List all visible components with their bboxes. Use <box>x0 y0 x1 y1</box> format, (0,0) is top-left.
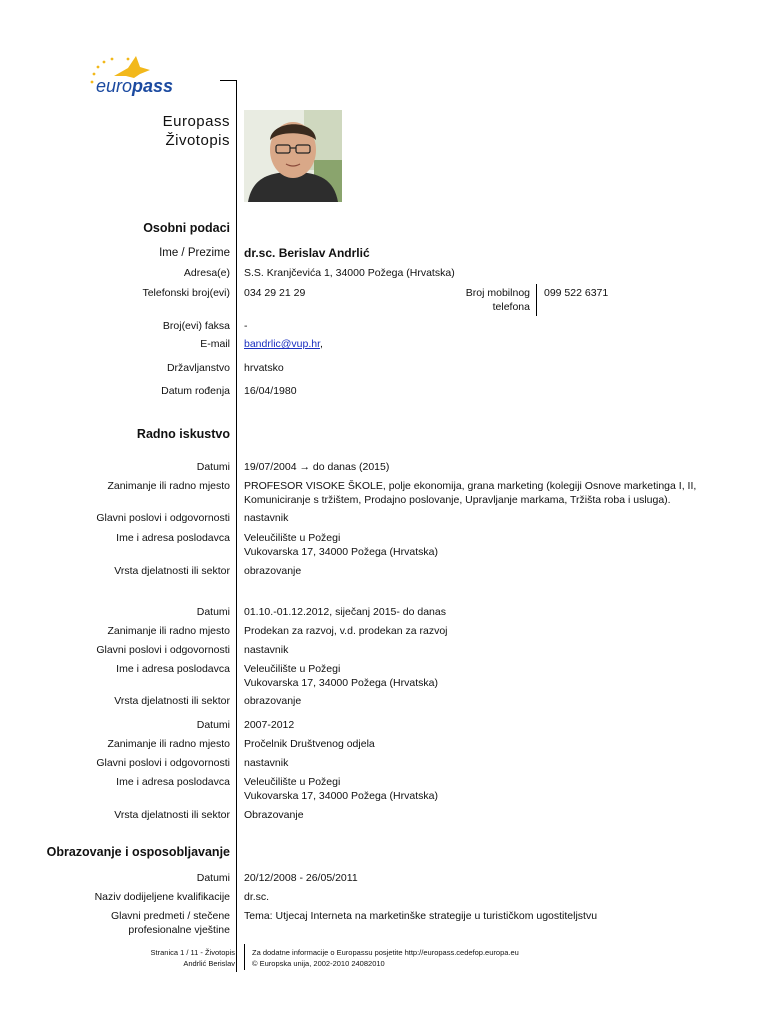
job1-duties-label: Glavni poslovi i odgovornosti <box>96 512 230 524</box>
fax-value: - <box>244 320 248 332</box>
job3-dates: 2007-2012 <box>244 719 295 731</box>
job1-dates: 19/07/2004 → do danas (2015) <box>244 461 390 473</box>
section-education: Obrazovanje i osposobljavanje <box>46 845 230 859</box>
mobile-divider <box>536 284 537 316</box>
address-label: Adresa(e) <box>183 267 230 279</box>
job3-duties-label: Glavni poslovi i odgovornosti <box>96 757 230 769</box>
job1-occupation-label: Zanimanje ili radno mjesto <box>107 480 230 492</box>
europass-wordmark: europass <box>96 76 174 96</box>
job2-employer-label: Ime i adresa poslodavca <box>116 663 230 675</box>
edu-dates: 20/12/2008 - 26/05/2011 <box>244 872 358 884</box>
mobile-value: 099 522 6371 <box>544 287 609 299</box>
job2-duties: nastavnik <box>244 644 289 656</box>
job1-sector-label: Vrsta djelatnosti ili sektor <box>114 565 230 577</box>
cv-title: Europass Životopis <box>162 113 230 149</box>
job3-sector: Obrazovanje <box>244 809 304 821</box>
job1-employer-label: Ime i adresa poslodavca <box>116 532 230 544</box>
edu-subjects-label: Glavni predmeti / stečene profesionalne vještine <box>110 910 230 936</box>
job2-dates: 01.10.-01.12.2012, siječanj 2015- do danas <box>244 606 446 618</box>
profile-photo <box>244 110 342 202</box>
edu-qualification: dr.sc. <box>244 891 270 903</box>
dob-value: 16/04/1980 <box>244 385 297 397</box>
edu-subjects: Tema: Utjecaj Interneta na marketinške strategije u turističkom ugostiteljstvu <box>244 910 598 922</box>
job3-sector-label: Vrsta djelatnosti ili sektor <box>114 809 230 821</box>
europass-logo <box>84 50 184 102</box>
fax-label: Broj(evi) faksa <box>162 320 230 332</box>
job3-occupation-label: Zanimanje ili radno mjesto <box>107 738 230 750</box>
job1-employer: Veleučilište u Požegi Vukovarska 17, 34000 Požega (Hrvatska) <box>244 532 438 558</box>
job2-employer: Veleučilište u Požegi Vukovarska 17, 34000 Požega (Hrvatska) <box>244 663 438 689</box>
job2-occupation-label: Zanimanje ili radno mjesto <box>107 625 230 637</box>
address-value: S.S. Kranjčevića 1, 34000 Požega (Hrvatska) <box>244 267 455 279</box>
column-divider <box>236 80 237 972</box>
job2-duties-label: Glavni poslovi i odgovornosti <box>96 644 230 656</box>
job3-occupation: Pročelnik Društvenog odjela <box>244 738 375 750</box>
phone-label: Telefonski broj(evi) <box>142 287 230 299</box>
job3-duties: nastavnik <box>244 757 289 769</box>
title-rule <box>220 80 237 81</box>
job2-occupation: Prodekan za razvoj, v.d. prodekan za razvoj <box>244 625 448 637</box>
section-experience: Radno iskustvo <box>136 427 230 441</box>
edu-qualification-label: Naziv dodijeljene kvalifikacije <box>94 891 230 903</box>
phone-value: 034 29 21 29 <box>244 287 306 299</box>
job3-employer: Veleučilište u Požegi Vukovarska 17, 34000 Požega (Hrvatska) <box>244 776 438 802</box>
mobile-label: Broj mobilnog telefona <box>465 287 530 313</box>
job3-dates-label: Datumi <box>196 719 230 731</box>
job1-duties: nastavnik <box>244 512 289 524</box>
section-personal: Osobni podaci <box>143 221 230 235</box>
email-label: E-mail <box>200 338 230 350</box>
email-link[interactable]: bandrlic@vup.hr <box>244 338 321 350</box>
nationality-label: Državljanstvo <box>166 362 230 374</box>
name-value: dr.sc. Berislav Andrlić <box>244 246 370 260</box>
job2-sector: obrazovanje <box>244 695 302 707</box>
job1-sector: obrazovanje <box>244 565 302 577</box>
job1-occupation: PROFESOR VISOKE ŠKOLE, polje ekonomija, grana marketing (kolegiji Osnove marketinga I, II, Komuniciranje s tržištem, Prodajno poslovanje, Upravljanje markama, Tržišta roba i usluga). <box>244 480 697 506</box>
edu-dates-label: Datumi <box>196 872 230 884</box>
footer-page-info: Stranica 1 / 11 - Životopis Andrlić Berislav <box>150 948 235 968</box>
job2-sector-label: Vrsta djelatnosti ili sektor <box>114 695 230 707</box>
job3-employer-label: Ime i adresa poslodavca <box>116 776 230 788</box>
email-value: bandrlic@vup.hr, <box>244 338 323 350</box>
dob-label: Datum rođenja <box>161 385 230 397</box>
nationality-value: hrvatsko <box>244 362 284 374</box>
job2-dates-label: Datumi <box>196 606 230 618</box>
name-label: Ime / Prezime <box>159 247 230 259</box>
job1-dates-label: Datumi <box>196 461 230 473</box>
footer-divider <box>244 944 245 970</box>
footer-info: Za dodatne informacije o Europassu posjetite http://europass.cedefop.europa.eu © Europska unija, 2002-2010 24082010 <box>252 948 519 968</box>
